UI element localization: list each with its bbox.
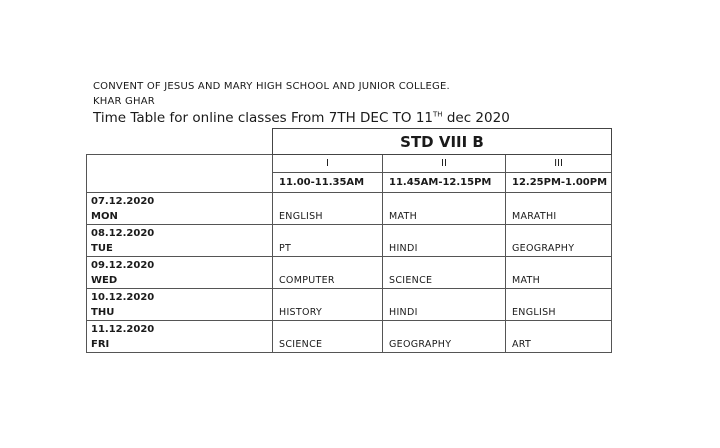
title-superscript: TH xyxy=(433,110,443,119)
table-row xyxy=(87,289,612,321)
subject-cell: SCIENCE xyxy=(383,257,506,289)
subject-cell: HINDI xyxy=(383,289,506,321)
table-row xyxy=(87,193,612,225)
subject-cell: GEOGRAPHY xyxy=(383,321,506,353)
date-text: 07.12.2020 xyxy=(91,195,155,207)
subject-cell: SCIENCE xyxy=(273,321,383,353)
period-label: I xyxy=(273,155,383,173)
timetable-title xyxy=(93,110,510,126)
period-label: II xyxy=(383,155,506,173)
subject-cell: ENGLISH xyxy=(506,289,612,321)
subject-cell: ART xyxy=(506,321,612,353)
table-row xyxy=(87,321,612,353)
day-text: THU xyxy=(91,306,115,318)
day-cell xyxy=(87,257,273,289)
subject-cell: MATH xyxy=(383,193,506,225)
title-prefix: Time Table for online classes From 7TH DEC TO 11 xyxy=(93,110,433,126)
date-text: 10.12.2020 xyxy=(91,291,155,303)
period-time: 11.45AM-12.15PM xyxy=(383,173,506,193)
date-text: 08.12.2020 xyxy=(91,227,155,239)
title-suffix: dec 2020 xyxy=(442,110,510,126)
timetable xyxy=(86,128,612,353)
period-time: 12.25PM-1.00PM xyxy=(506,173,612,193)
subject-cell: HINDI xyxy=(383,225,506,257)
standard-heading: STD VIII B xyxy=(273,129,612,155)
day-cell xyxy=(87,289,273,321)
period-label: III xyxy=(506,155,612,173)
subject-cell: HISTORY xyxy=(273,289,383,321)
date-text: 09.12.2020 xyxy=(91,259,155,271)
day-cell xyxy=(87,193,273,225)
day-cell xyxy=(87,225,273,257)
day-text: MON xyxy=(91,210,118,222)
subject-cell: ENGLISH xyxy=(273,193,383,225)
day-cell xyxy=(87,321,273,353)
subject-cell: GEOGRAPHY xyxy=(506,225,612,257)
period-time: 11.00-11.35AM xyxy=(273,173,383,193)
school-location: KHAR GHAR xyxy=(93,96,155,107)
day-text: WED xyxy=(91,274,118,286)
empty-header-cell xyxy=(87,155,273,193)
table-row xyxy=(87,225,612,257)
school-name: CONVENT OF JESUS AND MARY HIGH SCHOOL AND JUNIOR COLLEGE. xyxy=(93,81,450,92)
day-text: FRI xyxy=(91,338,110,350)
day-text: TUE xyxy=(91,242,113,254)
subject-cell: MARATHI xyxy=(506,193,612,225)
table-row xyxy=(87,257,612,289)
date-text: 11.12.2020 xyxy=(91,323,155,335)
empty-corner xyxy=(87,129,273,155)
subject-cell: COMPUTER xyxy=(273,257,383,289)
subject-cell: PT xyxy=(273,225,383,257)
subject-cell: MATH xyxy=(506,257,612,289)
